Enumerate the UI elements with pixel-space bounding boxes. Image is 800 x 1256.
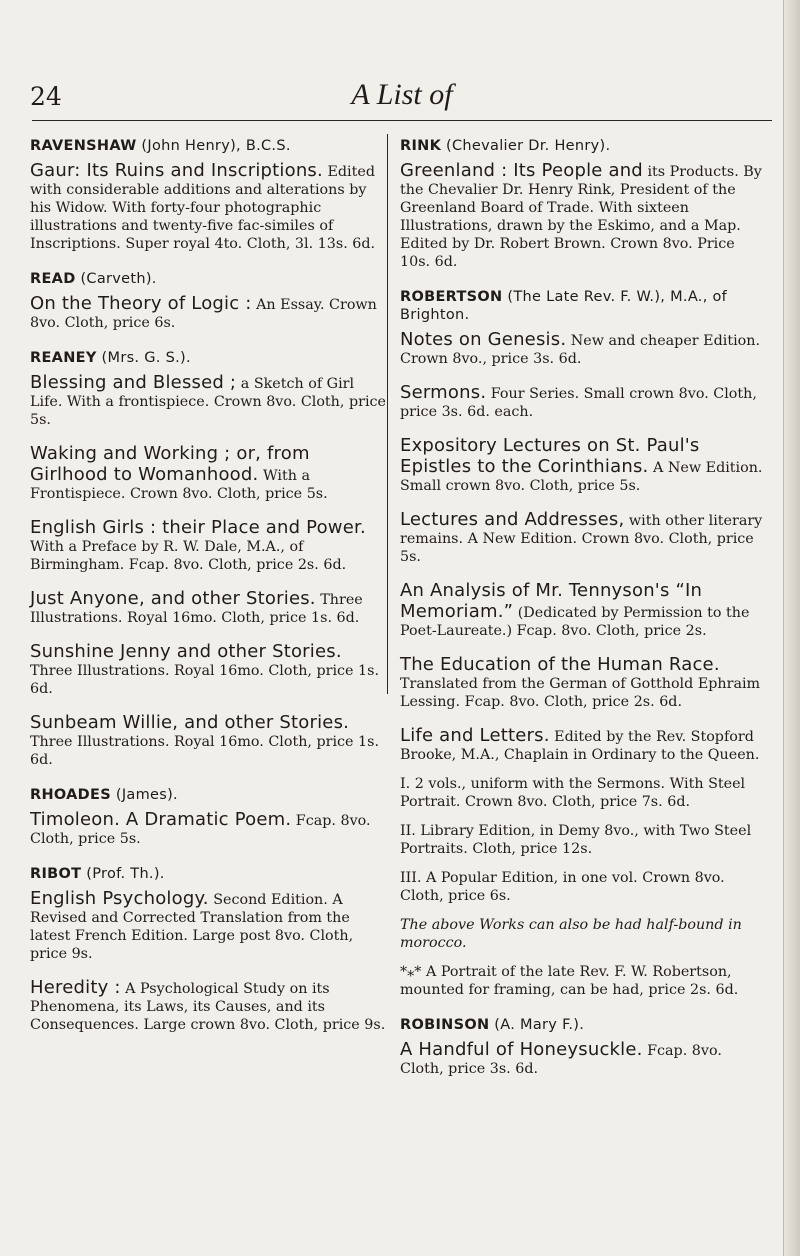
work-entry — [400, 382, 768, 421]
work-description: with other literary remains. A New Edition. Crown 8vo. Cloth, price 5s. — [400, 513, 763, 565]
work-title: Sunshine Jenny and other Stories. — [30, 641, 342, 662]
author-heading — [400, 137, 768, 155]
work-entry — [400, 509, 768, 566]
work-entry — [30, 160, 386, 253]
work-description: Fcap. 8vo. Cloth, price 3s. 6d. — [400, 1043, 722, 1077]
work-entry — [30, 293, 386, 332]
work-entry — [400, 435, 768, 495]
page-header — [30, 70, 774, 120]
edition-note: II. Library Edition, in Demy 8vo., with Two Steel Portraits. Cloth, price 12s. — [400, 823, 752, 857]
work-entry — [400, 580, 768, 640]
work-description: Four Series. Small crown 8vo. Cloth, price 3s. 6d. each. — [400, 386, 757, 420]
work-title: Sermons. — [400, 382, 487, 403]
work-description: An Essay. Crown 8vo. Cloth, price 6s. — [30, 297, 377, 331]
work-description: Three Illustrations. Royal 16mo. Cloth, price 1s. 6d. — [30, 592, 363, 626]
work-title: Notes on Genesis. — [400, 329, 567, 350]
work-entry — [30, 372, 386, 429]
work-entry — [400, 329, 768, 368]
work-description: a Sketch of Girl Life. With a frontispiece. Crown 8vo. Cloth, price 5s. — [30, 376, 387, 428]
work-title: Just Anyone, and other Stories. — [30, 588, 316, 609]
work-entry — [30, 809, 386, 848]
author-detail: (Chevalier Dr. Henry). — [441, 138, 611, 154]
author-name: ROBINSON — [400, 1017, 490, 1033]
author-name: RHOADES — [30, 787, 111, 803]
work-title: English Girls : their Place and Power. — [30, 517, 366, 538]
work-title: Timoleon. A Dramatic Poem. — [30, 809, 292, 830]
author-detail: (John Henry), B.C.S. — [136, 138, 291, 154]
author-heading — [30, 349, 386, 367]
work-title: On the Theory of Logic : — [30, 293, 252, 314]
work-entry — [30, 517, 386, 574]
author-name: RINK — [400, 138, 442, 154]
work-title: A Handful of Honeysuckle. — [400, 1039, 643, 1060]
author-heading — [400, 288, 768, 324]
author-detail: (Prof. Th.). — [81, 866, 165, 882]
author-heading — [30, 270, 386, 288]
work-entry — [400, 654, 768, 711]
edition-note: III. A Popular Edition, in one vol. Crown 8vo. Cloth, price 6s. — [400, 870, 725, 904]
author-entry — [400, 288, 768, 999]
work-title: Expository Lectures on St. Paul's Epistles to the Corinthians. — [400, 435, 700, 477]
work-description: Second Edition. A Revised and Corrected Translation from the latest French Edition. Large post 8vo. Cloth, price 9s. — [30, 892, 354, 962]
running-title: A List of — [351, 78, 453, 111]
page-number: 24 — [30, 82, 62, 111]
work-description: Translated from the German of Gotthold Ephraim Lessing. Fcap. 8vo. Cloth, price 2s. 6d. — [400, 676, 761, 710]
work-entry — [400, 725, 768, 764]
author-detail: (The Late Rev. F. W.), M.A., of Brighton. — [400, 289, 728, 323]
author-heading — [30, 137, 386, 155]
work-entry — [30, 443, 386, 503]
author-name: RIBOT — [30, 866, 82, 882]
author-entry — [30, 270, 386, 332]
work-description: New and cheaper Edition. Crown 8vo., price 3s. 6d. — [400, 333, 761, 367]
author-heading — [30, 865, 386, 883]
edition-note: The above Works can also be had half-bound in morocco. — [400, 917, 742, 951]
work-title: Greenland : Its People and — [400, 160, 643, 181]
work-title: Gaur: Its Ruins and Inscriptions. — [30, 160, 323, 181]
edition-note: *⁎* A Portrait of the late Rev. F. W. Robertson, mounted for framing, can be had, price 2s. 6d. — [400, 964, 739, 998]
work-title: Waking and Working ; or, from Girlhood to Womanhood. — [30, 443, 310, 485]
author-detail: (Carveth). — [75, 271, 157, 287]
left-column — [30, 137, 386, 1051]
author-name: READ — [30, 271, 76, 287]
header-rule — [32, 120, 772, 121]
work-description: Edited with considerable additions and alterations by his Widow. With forty-four photographic illustrations and twenty-five fac-similes of Inscriptions. Super royal 4to. Cloth, 3l. 13s. 6d. — [30, 164, 376, 252]
author-entry — [30, 786, 386, 848]
author-entry — [400, 1016, 768, 1078]
column-divider — [387, 134, 388, 694]
work-entry — [30, 888, 386, 963]
work-description: Three Illustrations. Royal 16mo. Cloth, price 1s. 6d. — [30, 734, 380, 768]
work-title: Lectures and Addresses, — [400, 509, 625, 530]
work-entry — [30, 712, 386, 769]
work-entry — [30, 641, 386, 698]
work-title: English Psychology. — [30, 888, 209, 909]
work-entry — [400, 1039, 768, 1078]
author-entry — [400, 137, 768, 271]
work-title: Blessing and Blessed ; — [30, 372, 237, 393]
work-description: (Dedicated by Permission to the Poet-Laureate.) Fcap. 8vo. Cloth, price 2s. — [400, 605, 750, 639]
author-name: REANEY — [30, 350, 97, 366]
author-detail: (Mrs. G. S.). — [96, 350, 191, 366]
work-description: its Products. By the Chevalier Dr. Henry Rink, President of the Greenland Board of Trade. With sixteen Illustrations, drawn by the Eskimo, and a Map. Edited by Dr. Robert Brown. Crown 8vo. Price 10s. 6d. — [400, 164, 762, 270]
work-entry — [400, 160, 768, 271]
author-entry — [30, 349, 386, 769]
author-name: RAVENSHAW — [30, 138, 137, 154]
work-entry — [30, 588, 386, 627]
author-entry — [30, 137, 386, 253]
work-description: With a Frontispiece. Crown 8vo. Cloth, price 5s. — [30, 468, 328, 502]
work-title: The Education of the Human Race. — [400, 654, 720, 675]
work-title: Life and Letters. — [400, 725, 550, 746]
author-heading — [400, 1016, 768, 1034]
work-description: With a Preface by R. W. Dale, M.A., of Birmingham. Fcap. 8vo. Cloth, price 2s. 6d. — [30, 539, 347, 573]
author-detail: (James). — [110, 787, 178, 803]
author-heading — [30, 786, 386, 804]
author-detail: (A. Mary F.). — [489, 1017, 585, 1033]
work-title: An Analysis of Mr. Tennyson's “In Memoriam.” — [400, 580, 703, 622]
work-title: Heredity : — [30, 977, 121, 998]
work-description: Edited by the Rev. Stopford Brooke, M.A., Chaplain in Ordinary to the Queen. — [400, 729, 760, 763]
work-title: Sunbeam Willie, and other Stories. — [30, 712, 350, 733]
author-name: ROBERTSON — [400, 289, 503, 305]
page-edge — [783, 0, 800, 1256]
right-column — [400, 137, 768, 1095]
work-entry — [30, 977, 386, 1034]
edition-note: I. 2 vols., uniform with the Sermons. With Steel Portrait. Crown 8vo. Cloth, price 7s. 6d. — [400, 776, 746, 810]
author-entry — [30, 865, 386, 1034]
work-description: Fcap. 8vo. Cloth, price 5s. — [30, 813, 371, 847]
work-description: Three Illustrations. Royal 16mo. Cloth, price 1s. 6d. — [30, 663, 380, 697]
work-description: A New Edition. Small crown 8vo. Cloth, price 5s. — [400, 460, 763, 494]
work-description: A Psychological Study on its Phenomena, its Laws, its Causes, and its Consequences. Large crown 8vo. Cloth, price 9s. — [30, 981, 386, 1033]
